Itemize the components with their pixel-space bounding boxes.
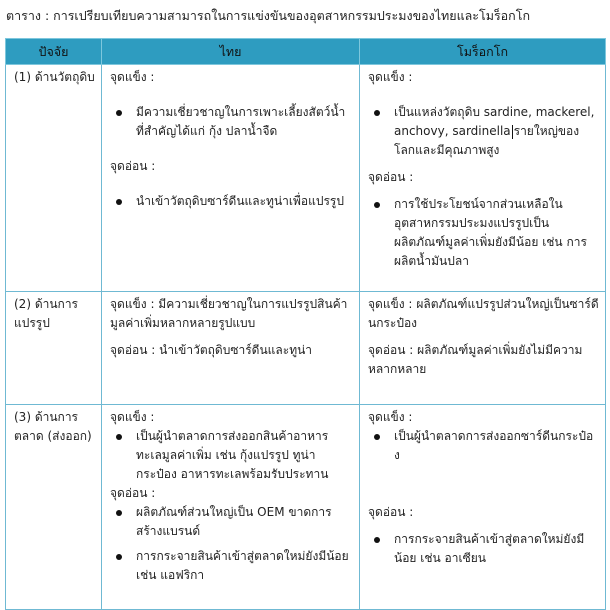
weakness-label: จุดอ่อน : (110, 159, 156, 173)
weakness-list (110, 192, 353, 211)
weakness-label: จุดอ่อน : (110, 486, 156, 500)
strength-text: : มีความเชี่ยวชาญในการแปรรูปสินค้ามูลค่าเพิ่มหลากหลายรูปแบบ (110, 297, 348, 330)
list-item-text: นำเข้าวัตถุดิบซาร์ดีนและทูน่าเพื่อแปรรูป (136, 194, 344, 208)
list-item-text: การกระจายสินค้าเข้าสู่ตลาดใหม่ยังมีน้อย เช่น อาเซียน (394, 532, 585, 565)
list-item (368, 195, 599, 271)
weakness-label: จุดอ่อน : (368, 170, 414, 184)
bullet-icon (116, 510, 122, 516)
bullet-icon (116, 110, 122, 116)
strength-list (110, 427, 353, 484)
bullet-icon (116, 199, 122, 205)
strength-list (368, 427, 599, 465)
weakness-list (368, 195, 599, 271)
text-cursor (512, 125, 513, 139)
strength-label: จุดแข็ง (110, 297, 147, 311)
bullet-icon (374, 434, 380, 440)
weakness-text: : ผลิตภัณฑ์มูลค่าเพิ่มยังไม่มีความหลากหลาย (368, 343, 583, 376)
factor-cell (6, 405, 102, 610)
list-item-text-continued: รายใหญ่ของโลกและมีคุณภาพสูง (394, 124, 580, 157)
table-row (6, 65, 606, 292)
weakness-list (368, 530, 599, 568)
header-row (6, 39, 606, 65)
thailand-cell (102, 292, 360, 405)
header-morocco: โมร็อกโก (360, 39, 606, 65)
weakness-label: จุดอ่อน (368, 343, 406, 357)
strength-list (110, 103, 353, 141)
list-item (110, 503, 353, 541)
weakness-label: จุดอ่อน (110, 343, 148, 357)
strength-label: จุดแข็ง : (110, 70, 155, 84)
list-item (110, 103, 353, 141)
strength-line (368, 295, 599, 333)
weakness-label: จุดอ่อน : (368, 505, 414, 519)
weakness-text: : นำเข้าวัตถุดิบซาร์ดีนและทูน่า (151, 343, 313, 357)
list-item (110, 192, 353, 211)
strength-label: จุดแข็ง : (368, 410, 413, 424)
list-item (110, 547, 353, 585)
bullet-icon (374, 110, 380, 116)
table-row (6, 292, 606, 405)
list-item (368, 427, 599, 465)
morocco-cell (360, 405, 606, 610)
bullet-icon (116, 434, 122, 440)
header-factor: ปัจจัย (6, 39, 102, 65)
list-item-text: การกระจายสินค้าเข้าสู่ตลาดใหม่ยังมีน้อย เช่น แอฟริกา (136, 549, 349, 582)
strength-label: จุดแข็ง : (368, 297, 413, 311)
strength-line (110, 295, 353, 333)
morocco-cell (360, 65, 606, 292)
bullet-icon (374, 202, 380, 208)
comparison-table (5, 38, 606, 610)
header-thailand: ไทย (102, 39, 360, 65)
list-item-text: เป็นผู้นำตลาดการส่งออกสินค้าอาหารทะเลมูลค่าเพิ่ม เช่น กุ้งแปรรูป ทูน่ากระป๋อง อาหารทะเลพร้อมรับประทาน (136, 429, 329, 481)
table-caption: ตาราง : การเปรียบเทียบความสามารถในการแข่งขันของอุตสาหกรรมประมงของไทยและโมร็อกโก (6, 8, 531, 23)
list-item-text: เป็นแหล่งวัตถุดิบ sardine, mackerel, anchovy, sardinella (394, 105, 595, 138)
thailand-cell (102, 65, 360, 292)
strength-text: ผลิตภัณฑ์แปรรูปส่วนใหญ่เป็นซาร์ดีนกระป๋อง (368, 297, 599, 330)
factor-cell (6, 65, 102, 292)
factor-label: (1) ด้านวัตถุดิบ (14, 70, 95, 84)
list-item-text: เป็นผู้นำตลาดการส่งออกซาร์ดีนกระป๋อง (394, 429, 594, 462)
strength-label: จุดแข็ง : (368, 70, 413, 84)
list-item-text: มีความเชี่ยวชาญในการเพาะเลี้ยงสัตว์น้ำ ที่สำคัญได้แก่ กุ้ง ปลาน้ำจืด (136, 105, 346, 138)
list-item-text: ผลิตภัณฑ์ส่วนใหญ่เป็น OEM ขาดการสร้างแบรนด์ (136, 505, 332, 538)
list-item (368, 530, 599, 568)
strength-label: จุดแข็ง : (110, 410, 155, 424)
list-item (110, 427, 353, 484)
factor-label: (2) ด้านการแปรรูป (14, 297, 78, 330)
weakness-list (110, 503, 353, 585)
bullet-icon (374, 537, 380, 543)
factor-cell (6, 292, 102, 405)
weakness-line (110, 341, 353, 360)
list-item-text: การใช้ประโยชน์จากส่วนเหลือในอุตสาหกรรมประมงแปรรูปเป็นผลิตภัณฑ์มูลค่าเพิ่มยังมีน้อย เช่น การผลิตน้ำมันปลา (394, 197, 587, 268)
strength-list (368, 103, 599, 160)
bullet-icon (116, 554, 122, 560)
weakness-line (368, 341, 599, 379)
factor-label: (3) ด้านการตลาด (ส่งออก) (14, 410, 92, 443)
thailand-cell (102, 405, 360, 610)
morocco-cell (360, 292, 606, 405)
list-item (368, 103, 599, 160)
table-row (6, 405, 606, 610)
